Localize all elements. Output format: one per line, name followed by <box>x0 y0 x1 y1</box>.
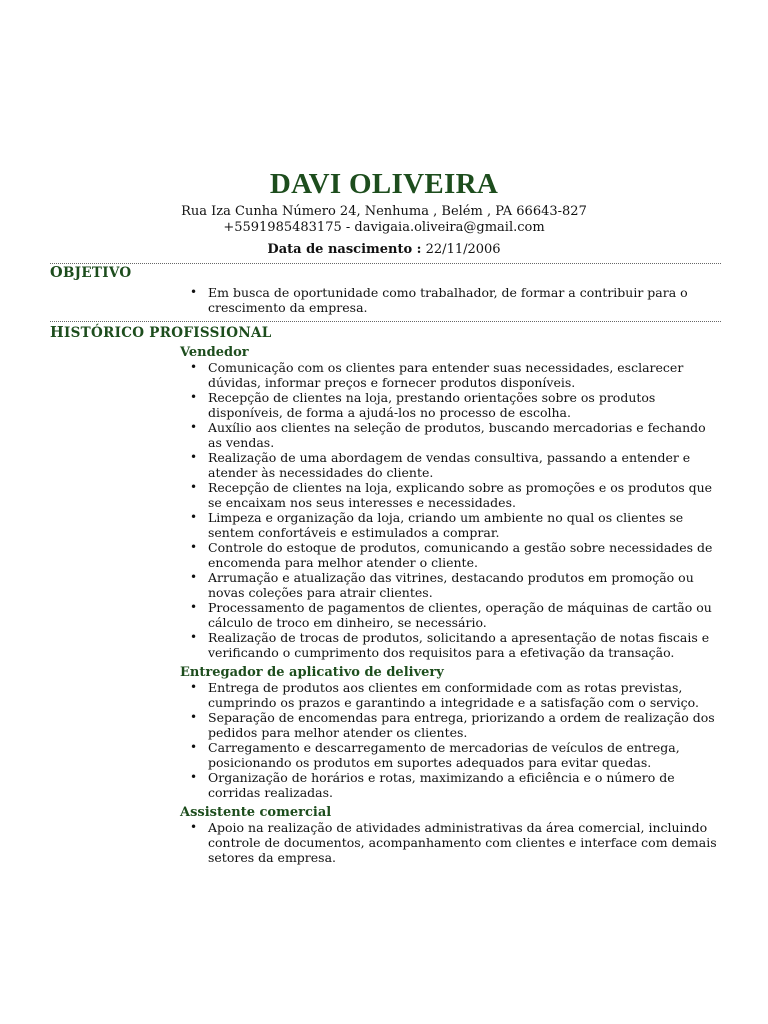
job-duties-list <box>180 680 720 800</box>
history-heading <box>50 325 272 341</box>
objective-item: • Em busca de oportunidade como trabalhador, de formar a contribuir para o crescimento da empresa. <box>208 285 720 315</box>
history-heading-rest: ISTÓRICO PROFISSIONAL <box>64 325 272 341</box>
job-duty-item: • Separação de encomendas para entrega, priorizando a ordem de realização dos pedidos para melhor atender os clientes. <box>208 710 720 740</box>
job-duty-item: • Realização de trocas de produtos, solicitando a apresentação de notas fiscais e verificando o cumprimento dos requisitos para a efetivação da transação. <box>208 630 720 660</box>
birth-date-value: 22/11/2006 <box>425 242 501 257</box>
history-body <box>180 345 720 865</box>
address-line: Rua Iza Cunha Número 24, Nenhuma , Belém , PA 66643-827 <box>181 204 587 219</box>
job-entry <box>180 345 720 660</box>
candidate-name: DAVI OLIVEIRA <box>269 168 499 200</box>
job-duty-item: • Apoio na realização de atividades administrativas da área comercial, incluindo controle de documentos, acompanhamento com clientes e interface com demais setores da empresa. <box>208 820 720 865</box>
job-duty-item: • Controle do estoque de produtos, comunicando a gestão sobre necessidades de encomenda para melhor atender o cliente. <box>208 540 720 570</box>
job-duty-item: • Recepção de clientes na loja, prestando orientações sobre os produtos disponíveis, de forma a ajudá-los no processo de escolha. <box>208 390 720 420</box>
job-duty-item: • Comunicação com os clientes para entender suas necessidades, esclarecer dúvidas, informar preços e fornecer produtos disponíveis. <box>208 360 720 390</box>
objective-heading <box>50 265 131 281</box>
section-divider <box>50 263 721 264</box>
resume-header <box>0 166 768 258</box>
job-duty-item: • Auxílio aos clientes na seleção de produtos, buscando mercadorias e fechando as vendas. <box>208 420 720 450</box>
job-title: Assistente comercial <box>180 805 332 820</box>
history-heading-initial: H <box>50 324 64 341</box>
objective-list <box>180 285 720 315</box>
job-duty-item: • Arrumação e atualização das vitrines, destacando produtos em promoção ou novas coleções para atrair clientes. <box>208 570 720 600</box>
job-duties-list <box>180 820 720 865</box>
objective-heading-rest: BJETIVO <box>62 265 132 281</box>
phone-email-line: +5591985483175 - davigaia.oliveira@gmail.com <box>223 220 545 235</box>
objective-heading-initial: O <box>50 264 63 281</box>
job-title: Entregador de aplicativo de delivery <box>180 665 444 680</box>
job-duty-item: • Organização de horários e rotas, maximizando a eficiência e o número de corridas realizadas. <box>208 770 720 800</box>
job-entry <box>180 805 720 865</box>
job-duty-item: • Carregamento e descarregamento de mercadorias de veículos de entrega, posicionando os produtos em suportes adequados para evitar quedas. <box>208 740 720 770</box>
job-title: Vendedor <box>180 345 249 360</box>
job-duty-item: • Entrega de produtos aos clientes em conformidade com as rotas previstas, cumprindo os prazos e garantindo a integridade e a satisfação com o serviço. <box>208 680 720 710</box>
job-duty-item: • Realização de uma abordagem de vendas consultiva, passando a entender e atender às necessidades do cliente. <box>208 450 720 480</box>
job-entry <box>180 665 720 800</box>
job-duties-list <box>180 360 720 660</box>
job-duty-item: • Limpeza e organização da loja, criando um ambiente no qual os clientes se sentem confortáveis e estimulados a comprar. <box>208 510 720 540</box>
section-divider <box>50 321 721 322</box>
job-duty-item: • Recepção de clientes na loja, explicando sobre as promoções e os produtos que se encaixam nos seus interesses e necessidades. <box>208 480 720 510</box>
birth-date-label: Data de nascimento : <box>267 242 422 257</box>
job-duty-item: • Processamento de pagamentos de clientes, operação de máquinas de cartão ou cálculo de troco em dinheiro, se necessário. <box>208 600 720 630</box>
objective-body <box>180 285 720 315</box>
birth-date-line <box>0 242 768 258</box>
